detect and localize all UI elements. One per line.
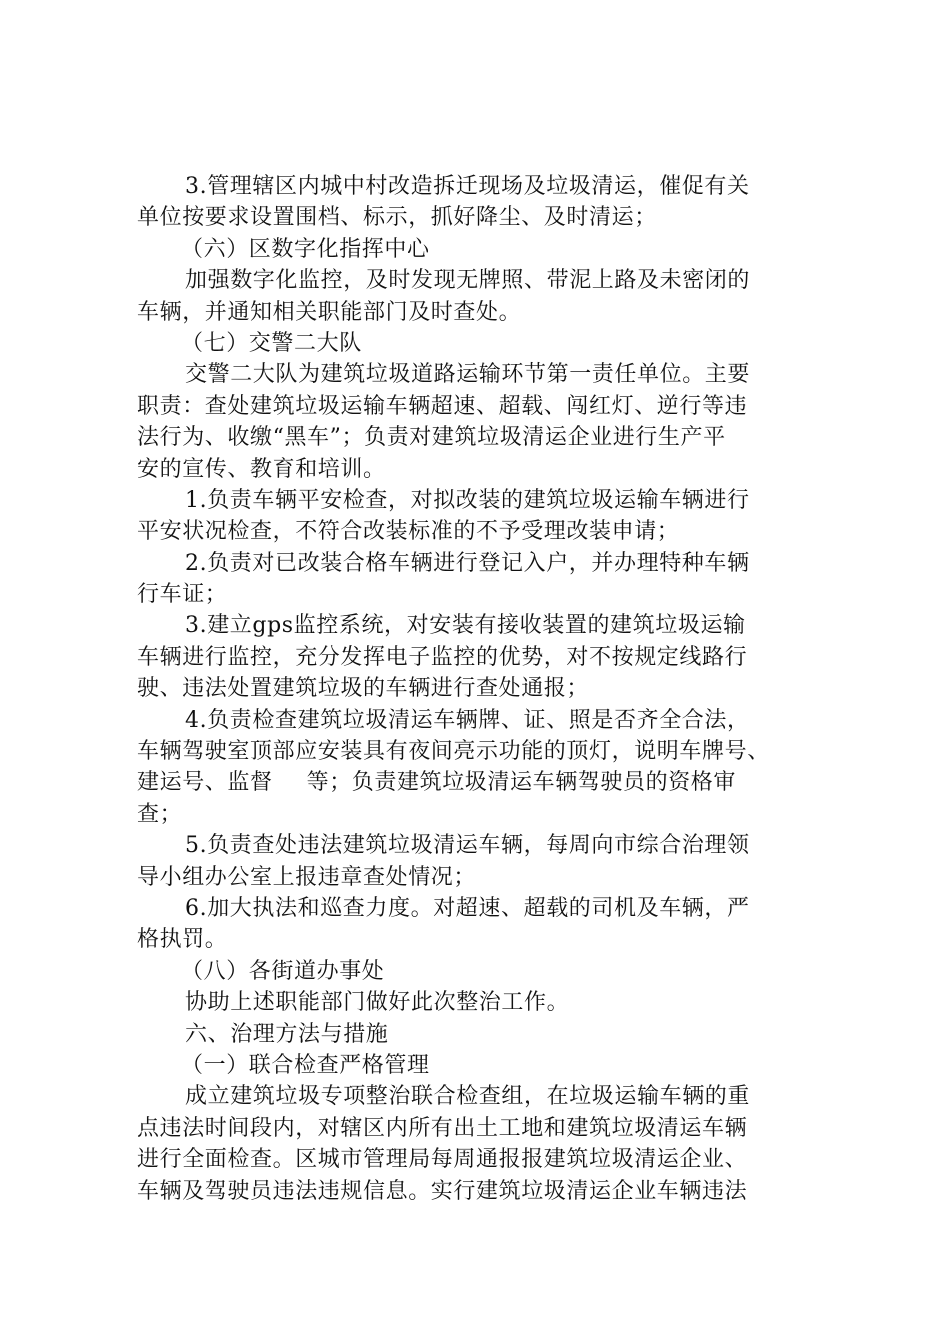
paragraph-line: 平安状况检查，不符合改装标准的不予受理改装申请； bbox=[137, 519, 680, 545]
paragraph-line: 安的宣传、教育和培训。 bbox=[137, 456, 386, 482]
paragraph-line: 1.负责车辆平安检查，对拟改装的建筑垃圾运输车辆进行 bbox=[185, 487, 750, 513]
paragraph-line: 3.建立gps监控系统，对安装有接收装置的建筑垃圾运输 bbox=[185, 613, 746, 639]
paragraph-line: 4.负责检查建筑垃圾清运车辆牌、证、照是否齐全合法， bbox=[185, 707, 750, 733]
paragraph-line: 加强数字化监控，及时发现无牌照、带泥上路及未密闭的 bbox=[185, 268, 751, 294]
paragraph-line: 车辆及驾驶员违法违规信息。实行建筑垃圾清运企业车辆违法 bbox=[137, 1178, 748, 1204]
paragraph-line: 车辆驾驶室顶部应安装具有夜间亮示功能的顶灯，说明车牌号、 bbox=[137, 739, 770, 765]
line-segment: 建运号、监督 bbox=[137, 770, 273, 796]
paragraph-line: 单位按要求设置围档、标示，抓好降尘、及时清运； bbox=[137, 205, 657, 231]
paragraph-line: 法行为、收缴“黑车”；负责对建筑垃圾清运企业进行生产平 bbox=[137, 425, 726, 451]
paragraph-line: 6.加大执法和巡查力度。对超速、超载的司机及车辆，严 bbox=[185, 895, 750, 921]
paragraph-line: 驶、违法处置建筑垃圾的车辆进行查处通报； bbox=[137, 676, 590, 702]
paragraph-line: 协助上述职能部门做好此次整治工作。 bbox=[185, 990, 570, 1016]
section-heading: （七）交警二大队 bbox=[181, 330, 362, 356]
paragraph-line: 交警二大队为建筑垃圾道路运输环节第一责任单位。主要 bbox=[185, 362, 751, 388]
paragraph-line: 进行全面检查。区城市管理局每周通报报建筑垃圾清运企业、 bbox=[137, 1147, 748, 1173]
paragraph-line: 导小组办公室上报违章查处情况； bbox=[137, 864, 477, 890]
paragraph-line: 2.负责对已改装合格车辆进行登记入户，并办理特种车辆 bbox=[185, 550, 750, 576]
section-heading: （六）区数字化指挥中心 bbox=[181, 236, 430, 262]
line-segment: 等；负责建筑垃圾清运车辆驾驶员的资格审 bbox=[306, 770, 737, 796]
document-body bbox=[137, 171, 827, 1207]
section-heading: （八）各街道办事处 bbox=[181, 958, 385, 984]
paragraph-line: 3.管理辖区内城中村改造拆迁现场及垃圾清运，催促有关 bbox=[185, 174, 750, 199]
paragraph-line: 点违法时间段内，对辖区内所有出土工地和建筑垃圾清运车辆 bbox=[137, 1115, 748, 1141]
paragraph-line bbox=[137, 767, 827, 798]
paragraph-line: 5.负责查处违法建筑垃圾清运车辆，每周向市综合治理领 bbox=[185, 833, 750, 859]
section-heading: 六、治理方法与措施 bbox=[185, 1021, 389, 1047]
paragraph-line: 成立建筑垃圾专项整治联合检查组，在垃圾运输车辆的重 bbox=[185, 1084, 751, 1110]
paragraph-line: 车辆，并通知相关职能部门及时查处。 bbox=[137, 299, 522, 325]
paragraph-line: 格执罚。 bbox=[137, 927, 228, 953]
paragraph-line: 职责：查处建筑垃圾运输车辆超速、超载、闯红灯、逆行等违 bbox=[137, 393, 748, 419]
paragraph-line: 查； bbox=[137, 801, 183, 827]
paragraph-line: 车辆进行监控，充分发挥电子监控的优势，对不按规定线路行 bbox=[137, 644, 748, 670]
paragraph-line: 行车证； bbox=[137, 582, 228, 608]
section-heading: （一）联合检查严格管理 bbox=[181, 1052, 430, 1078]
